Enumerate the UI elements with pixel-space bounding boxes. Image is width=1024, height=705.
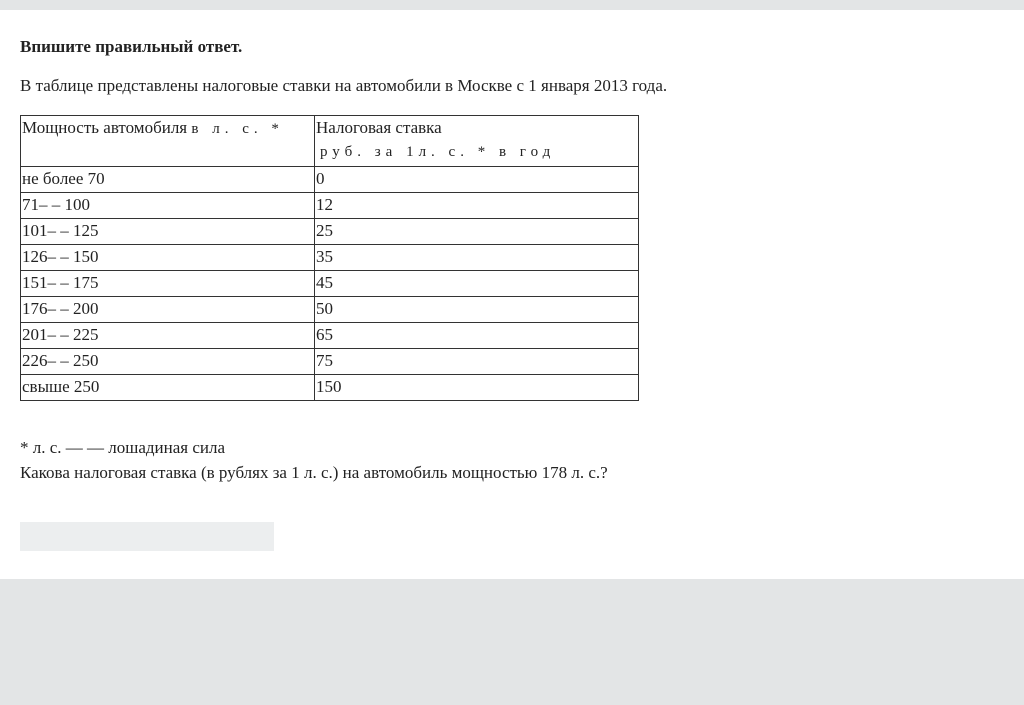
rate-cell: 65: [315, 323, 639, 349]
header-rate-cell: [315, 116, 639, 167]
power-cell: 101– – 125: [21, 219, 315, 245]
prompt-text: В таблице представлены налоговые ставки на автомобили в Москве с 1 января 2013 года.: [20, 76, 668, 95]
instruction-text: Впишите правильный ответ.: [20, 37, 243, 56]
rate-cell: 12: [315, 193, 639, 219]
tax-rate-table: [20, 115, 639, 401]
rate-cell: 0: [315, 167, 639, 193]
rate-cell: 25: [315, 219, 639, 245]
power-cell: 151– – 175: [21, 271, 315, 297]
header-rate-label: Налоговая ставка: [316, 118, 442, 137]
top-bar: [0, 0, 1024, 10]
header-power-cell: [21, 116, 315, 167]
footnote-text: * л. с. — — лошадиная сила: [20, 438, 226, 457]
table-row: [21, 375, 639, 401]
power-cell: 176– – 200: [21, 297, 315, 323]
rate-cell: 50: [315, 297, 639, 323]
power-cell: 71– – 100: [21, 193, 315, 219]
power-cell: 226– – 250: [21, 349, 315, 375]
power-cell: не более 70: [21, 167, 315, 193]
table-row: [21, 167, 639, 193]
table-row: [21, 323, 639, 349]
power-cell: 126– – 150: [21, 245, 315, 271]
answer-input[interactable]: [20, 522, 274, 551]
table-header-row: [21, 116, 639, 167]
table-row: [21, 219, 639, 245]
table-row: [21, 349, 639, 375]
rate-cell: 75: [315, 349, 639, 375]
table-row: [21, 193, 639, 219]
header-rate-unit: руб. за 1л. с. * в год: [320, 144, 556, 160]
header-power-label: Мощность автомобиля: [22, 118, 188, 137]
table-row: [21, 271, 639, 297]
power-cell: свыше 250: [21, 375, 315, 401]
rate-cell: 150: [315, 375, 639, 401]
table-row: [21, 297, 639, 323]
table-row: [21, 245, 639, 271]
header-power-unit: в л. с. *: [191, 121, 284, 137]
rate-cell: 35: [315, 245, 639, 271]
power-cell: 201– – 225: [21, 323, 315, 349]
rate-cell: 45: [315, 271, 639, 297]
question-text: Какова налоговая ставка (в рублях за 1 л. с.) на автомобиль мощностью 178 л. с.?: [20, 463, 608, 482]
